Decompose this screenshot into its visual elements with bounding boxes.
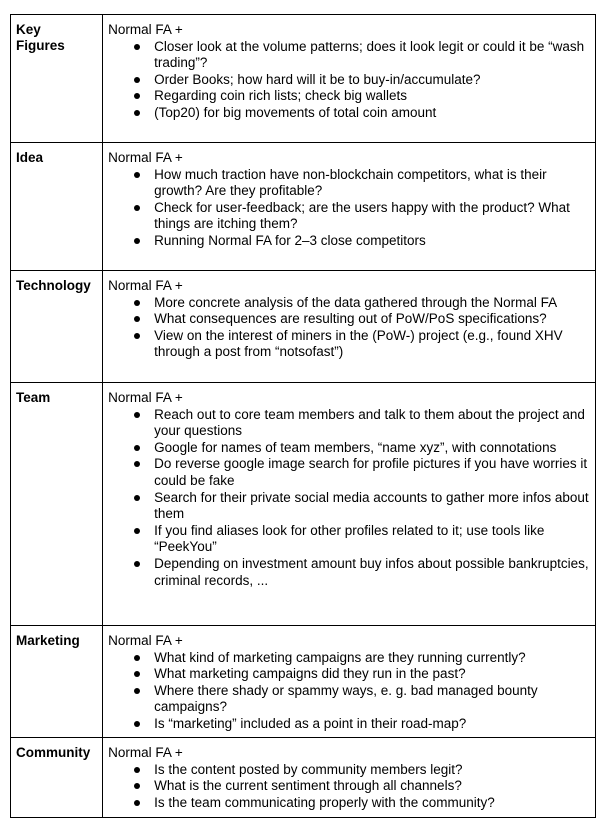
bullet-icon xyxy=(134,783,140,789)
row-intro: Normal FA + xyxy=(108,150,183,165)
list-item xyxy=(154,72,589,89)
row-label-line: Team xyxy=(16,390,51,405)
row-marketing xyxy=(11,626,596,738)
list-item-text: Google for names of team members, “name xyz”, with connotations xyxy=(154,439,557,455)
bullet-list xyxy=(108,39,589,122)
list-item xyxy=(154,556,589,589)
list-item-text: Order Books; how hard will it be to buy-in/accumulate? xyxy=(154,71,481,87)
list-item-text: How much traction have non-blockchain competitors, what is their growth? Are they profitable? xyxy=(154,166,547,199)
bullet-icon xyxy=(134,333,140,339)
row-label-cell xyxy=(11,143,103,271)
list-item xyxy=(154,200,589,233)
row-label-line: Idea xyxy=(16,150,44,165)
bullet-icon xyxy=(134,172,140,178)
row-label xyxy=(11,738,102,761)
row-content-cell xyxy=(103,143,596,271)
row-label-cell xyxy=(11,738,103,818)
row-community xyxy=(11,738,596,818)
bullet-icon xyxy=(134,671,140,677)
list-item xyxy=(154,407,589,440)
row-label-line: Technology xyxy=(16,278,91,293)
bullet-list xyxy=(108,650,589,733)
list-item-text: Is the content posted by community members legit? xyxy=(154,761,463,777)
row-label-line: Community xyxy=(16,745,91,760)
bullet-icon xyxy=(134,77,140,83)
row-content-cell xyxy=(103,271,596,383)
list-item xyxy=(154,167,589,200)
bullet-icon xyxy=(134,721,140,727)
bullet-icon xyxy=(134,800,140,806)
list-item xyxy=(154,88,589,105)
list-item xyxy=(154,490,589,523)
list-item xyxy=(154,762,589,779)
list-item-text: Running Normal FA for 2–3 close competitors xyxy=(154,232,426,248)
bullet-icon xyxy=(134,412,140,418)
list-item-text: Is the team communicating properly with the community? xyxy=(154,794,495,810)
bullet-icon xyxy=(134,767,140,773)
row-label xyxy=(11,271,102,294)
row-team xyxy=(11,383,596,626)
list-item xyxy=(154,683,589,716)
list-item-text: (Top20) for big movements of total coin amount xyxy=(154,104,437,120)
list-item xyxy=(154,440,589,457)
list-item xyxy=(154,456,589,489)
list-item-text: What marketing campaigns did they run in the past? xyxy=(154,666,466,682)
list-item-text: What is the current sentiment through all channels? xyxy=(154,778,462,794)
bullet-list xyxy=(108,167,589,250)
list-item xyxy=(154,778,589,795)
list-item-text: Reach out to core team members and talk to them about the project and your questions xyxy=(154,406,585,439)
list-item-text: More concrete analysis of the data gathered through the Normal FA xyxy=(154,294,558,310)
row-label-cell xyxy=(11,271,103,383)
list-item xyxy=(154,650,589,667)
row-label xyxy=(11,15,102,54)
bullet-icon xyxy=(134,688,140,694)
list-item-text: Check for user-feedback; are the users happy with the product? What things are itching them? xyxy=(154,199,570,232)
bullet-icon xyxy=(134,561,140,567)
list-item-text: Search for their private social media accounts to gather more infos about them xyxy=(154,489,589,522)
bullet-icon xyxy=(134,300,140,306)
row-label-line: Marketing xyxy=(16,633,80,648)
list-item xyxy=(154,716,589,733)
bullet-icon xyxy=(134,316,140,322)
list-item xyxy=(154,295,589,312)
row-content-cell xyxy=(103,15,596,143)
bullet-icon xyxy=(134,44,140,50)
list-item-text: What kind of marketing campaigns are they running currently? xyxy=(154,649,526,665)
list-item xyxy=(154,39,589,72)
bullet-list xyxy=(108,762,589,812)
row-label xyxy=(11,383,102,406)
row-intro: Normal FA + xyxy=(108,278,183,293)
list-item-text: If you find aliases look for other profiles related to it; use tools like “PeekYou” xyxy=(154,522,545,555)
row-label xyxy=(11,143,102,166)
row-content-cell xyxy=(103,383,596,626)
row-label-cell xyxy=(11,15,103,143)
bullet-icon xyxy=(134,93,140,99)
row-intro: Normal FA + xyxy=(108,22,183,37)
bullet-icon xyxy=(134,445,140,451)
list-item-text: Closer look at the volume patterns; does it look legit or could it be “wash trading”? xyxy=(154,38,585,71)
row-technology xyxy=(11,271,596,383)
list-item xyxy=(154,311,589,328)
row-label-cell xyxy=(11,383,103,626)
row-intro: Normal FA + xyxy=(108,390,183,405)
row-label-line: Figures xyxy=(16,38,65,53)
list-item xyxy=(154,233,589,250)
list-item xyxy=(154,666,589,683)
list-item-text: Where there shady or spammy ways, e. g. bad managed bounty campaigns? xyxy=(154,682,538,715)
row-intro: Normal FA + xyxy=(108,745,183,760)
row-label xyxy=(11,626,102,649)
bullet-icon xyxy=(134,110,140,116)
bullet-icon xyxy=(134,528,140,534)
list-item-text: What consequences are resulting out of PoW/PoS specifications? xyxy=(154,311,547,327)
list-item xyxy=(154,795,589,812)
bullet-icon xyxy=(134,495,140,501)
row-key-figures xyxy=(11,15,596,143)
analysis-table xyxy=(10,14,596,818)
bullet-list xyxy=(108,407,589,590)
list-item xyxy=(154,523,589,556)
row-idea xyxy=(11,143,596,271)
list-item xyxy=(154,105,589,122)
list-item-text: Is “marketing” included as a point in their road-map? xyxy=(154,715,467,731)
bullet-icon xyxy=(134,238,140,244)
bullet-icon xyxy=(134,205,140,211)
list-item-text: Do reverse google image search for profile pictures if you have worries it could be fake xyxy=(154,456,588,488)
row-label-line: Key xyxy=(16,22,41,37)
list-item-text: Regarding coin rich lists; check big wallets xyxy=(154,88,408,104)
list-item-text: Depending on investment amount buy infos about possible bankruptcies, criminal records, ... xyxy=(154,555,589,588)
row-label-cell xyxy=(11,626,103,738)
row-content-cell xyxy=(103,738,596,818)
bullet-icon xyxy=(134,461,140,467)
bullet-icon xyxy=(134,655,140,661)
row-intro: Normal FA + xyxy=(108,633,183,648)
bullet-list xyxy=(108,295,589,361)
row-content-cell xyxy=(103,626,596,738)
list-item-text: View on the interest of miners in the (PoW-) project (e.g., found XHV through a post from “notsofast”) xyxy=(154,327,563,360)
list-item xyxy=(154,328,589,361)
